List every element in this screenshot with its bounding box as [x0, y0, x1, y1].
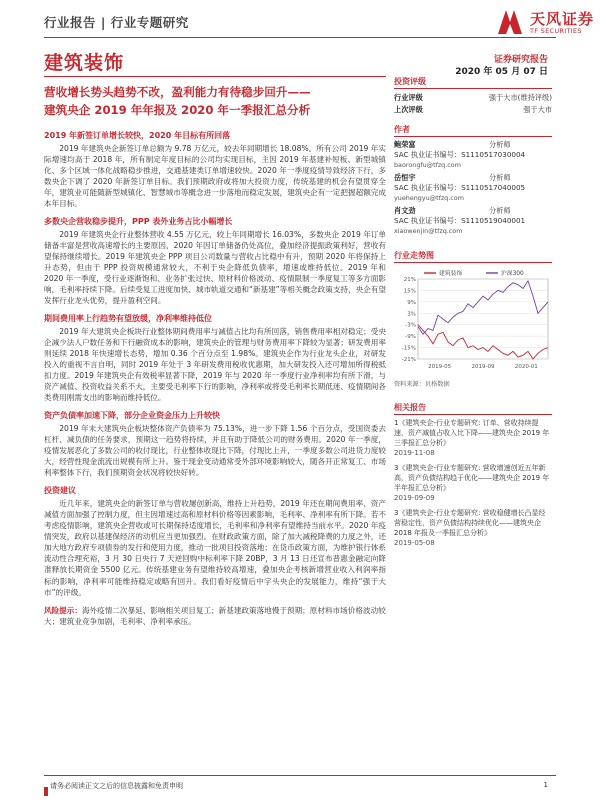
- report-date: 2020 年 05 月 07 日: [455, 67, 548, 77]
- analyst-name: 鲍荣富: [394, 140, 416, 149]
- plot-frame: [418, 279, 548, 359]
- legend-label: 沪深300: [501, 271, 524, 277]
- x-tick-label: 2019-05: [428, 364, 452, 370]
- prev-rating-row: [394, 104, 552, 116]
- analyst-role: 分析师: [489, 206, 511, 215]
- related-report-date: 2019-05-08: [394, 539, 435, 547]
- section-heading: 投资建议: [44, 486, 76, 496]
- analyst-name: 肖文劲: [394, 206, 416, 215]
- section-body: 近几年来，建筑央企的新签订单与营收屡创新高，维持上升趋势，2019 年还在期间费用率、资产减值方面加强了控制力度，但主因增速过高和原材料价格等因素影响，毛利率、净利率有所下降。若不考虑疫情影响，建筑央企营收或可长期保持适度增长，毛利率和净利率有望维持当前水平。2020 年疫情突发，政府以基建保经济的动机应当更加强烈。在财政政策方面，除了加大减税降费的力度之外，还加大地方政府专项债券的发行和使用力度，推动一批项目投资落地；在货币政策方面，为维护银行体系流动性合理充裕，3 月 30 日央行 7 天逆回购中标利率下降 20BP，3 月 13 日还宣布普惠金融定向降准释放长期资金 5500 亿元。传统基建业务有望维持较高增速，叠加央企考核新增营业收入利润率指标的影响，净利率可能维持稳定或略有回升。我们看好疫情后中字头央企的发展能力，维持“强于大市”的评级。: [44, 498, 386, 597]
- y-tick-label: 15%: [403, 288, 416, 295]
- y-tick-label: -21%: [401, 357, 416, 363]
- related-report-title: 1《建筑央企-行业专题研究: 订单、营收持续提速，资产减值占收入比下降——建筑央企 2019 年三季报汇总分析》: [394, 419, 550, 447]
- rating-row: [394, 92, 552, 104]
- rating-heading: 投资评级: [394, 76, 552, 89]
- analyst-email[interactable]: xiaowenjin@tfzq.com: [394, 227, 463, 235]
- authors-heading: 作者: [394, 124, 552, 137]
- analyst-sac: SAC 执业证书编号：S1110517030004: [394, 150, 526, 159]
- analyst-sac: SAC 执业证书编号：S1110517040005: [394, 183, 526, 192]
- analyst-name: 岳恒宇: [394, 173, 416, 182]
- section-heading: 期间费用率上行趋势有望放缓，净利率维持低位: [44, 314, 212, 324]
- related-report[interactable]: [394, 463, 552, 503]
- y-tick-label: -9%: [405, 334, 416, 341]
- legend-label: 建筑装饰: [439, 271, 463, 277]
- footer-disclaimer: 请务必阅读正文之后的信息披露和免责申明: [50, 782, 183, 790]
- section-body: 2019 年建筑央企新签订单总额为 9.78 万亿元，较去年同期增长 18.08%。所有公司 2019 年实际增速均高于 2018 年，所有制定年度目标的公司均实现目标，主因 2019 年基建补短板、新型城镇化、多个区域一体化战略稳步推进，交通基建类订单增速较快。2020 年一季度疫情导致经济下行，多数央企下调了 2020 年新签订单目标。我们预期政府或将加大投资力度，传统基建的机会有望贯穿全年，建筑业可能随新型城镇化、智慧城市等概念进一步落地而稳定发展，建筑央企有一定把握超额完成本年目标。: [44, 143, 386, 208]
- report-type: 证券研究报告: [493, 55, 548, 65]
- analyst-card: [394, 206, 552, 236]
- prev-rating-value: 强于大市: [523, 105, 552, 114]
- x-tick-label: 2020-01: [514, 364, 538, 370]
- y-tick-label: -3%: [405, 322, 416, 329]
- company-logo: [494, 6, 594, 40]
- analyst-role: 分析师: [489, 173, 511, 182]
- analyst-card: [394, 173, 552, 203]
- trend-heading: 行业走势图: [394, 250, 552, 263]
- y-tick-label: -15%: [401, 345, 416, 352]
- trend-chart: [394, 267, 552, 377]
- logo-mark-icon: [494, 6, 526, 38]
- rating-label: 行业评级: [394, 93, 423, 102]
- y-tick-label: 9%: [407, 299, 416, 306]
- section-heading: 资产负债率加速下降，部分企业资金压力上升较快: [44, 411, 220, 421]
- section-body: 2019 年建筑央企行业整体营收 4.55 万亿元，较上年同期增长 16.03%，多数央企 2019 年订单储备丰富是营收高速增长的主要原因，2020 年因订单储备仍处高位，叠加经济提振政策利好，营收有望保持继续增长。2019 年建筑央企 PPP 项目公司数量与营收占比稳中有升，预期 2020 年将保持上升态势，但由于 PPP 投资规模通常较大，不利于央企降低负债率，增速或维持低位。2019 年和 2020 年一季度，受行业逐渐饱和、业务扩张过快、原材料价格波动、疫情限制一季度复工等多方面影响，毛利率持续下降。后续受复工进度加快、城市轨道交通和“新基建”等相关概念政策支持，央企有望发挥行业龙头优势，提升盈利空间。: [44, 229, 386, 306]
- prev-rating-label: 上次评级: [394, 105, 423, 114]
- analyst-role: 分析师: [489, 140, 511, 149]
- section-body: 2019 年末大建筑央企板块整体资产负债率为 75.13%，进一步下降 1.56 个百分点，受国资委去杠杆、减负债的任务要求，预期这一趋势将持续，并且有助于降低公司的财务费用。2020 年一季度，疫情发展恶化了多数公司的收付现比，行业整体收现比下降，付现比上升，一季度多数公司进货力度较大，经营性现金流流出规模有所上升。鉴于现金变动通常受外部环境影响较大，随各开正常复工、市场利率整体下行，我们预期资金状况将较快好转。: [44, 423, 386, 478]
- related-report-date: 2019-09-09: [394, 494, 435, 502]
- report-title-line2: 建筑央企 2019 年年报及 2020 年一季报汇总分析: [44, 103, 311, 117]
- analyst-email[interactable]: baorongfu@tfzq.com: [394, 161, 461, 169]
- x-tick-label: 2019-09: [471, 364, 495, 370]
- title-rule: [44, 76, 386, 77]
- footer-rule: [44, 775, 556, 776]
- series-line-1: [418, 281, 548, 334]
- logo-en: TF SECURITIES: [530, 27, 582, 35]
- rating-value: 强于大市(维持评级): [488, 93, 552, 102]
- section-heading: 2019 年新签订单增长较快，2020 年目标有所回落: [44, 131, 231, 140]
- y-tick-label: 21%: [403, 277, 416, 283]
- analyst-email[interactable]: yuehengyu@tfzq.com: [394, 194, 464, 202]
- related-report-date: 2019-11-08: [394, 449, 435, 457]
- related-report-title: 3《建筑央企-行业专题研究: 营收增速创近五年新高，资产负债结构趋于优化——建筑央企 2019 年半年报汇总分析》: [394, 464, 550, 492]
- risk-label: 风险提示：: [44, 605, 82, 615]
- series-line-0: [418, 325, 548, 359]
- section-heading: 多数央企营收稳步提升，PPP 表外业务占比小幅增长: [44, 217, 233, 227]
- related-report[interactable]: [394, 508, 552, 548]
- analyst-sac: SAC 执业证书编号：S1110519040001: [394, 216, 526, 225]
- risk-warning: [44, 605, 386, 627]
- risk-text: 海外疫情二次暴延、影响相关项目复工；新基建政策落地慢于预期；原材料市场价格波动较大；建筑业竞争加剧，毛利率、净利率承压。: [44, 605, 386, 626]
- related-report[interactable]: [394, 418, 552, 458]
- analyst-card: [394, 140, 552, 170]
- y-tick-label: 3%: [407, 311, 416, 318]
- related-heading: 相关报告: [394, 402, 552, 415]
- related-report-title: 3《建筑央企-行业专题研究: 营收稳健增长凸显经营稳定性，资产负债结构持续优化——建筑央企 2018 年报及一季报汇总分析》: [394, 509, 546, 537]
- section-body: 2019 年大建筑央企板块行业整体期间费用率与减值占比均有所回落，销售费用率相对稳定；受央企减少法人户数任务和下行融资成本的影响，建筑央企的管理与财务费用率下降较为显著；研发费用率则延续 2018 年快速增长态势，增加 0.36 个百分点至 1.98%。建筑央企作为行业龙头企业，对研发投入的重视不言自明，同时 2019 年处于 3 年研发费用税收优惠期，加大研发投入还可增加所得税抵扣力度。2019 年建筑央企有效税率显著下降，2019 年与 2020 年一季度行业净利率均有所下滑，与资产减值、投资收益关系不大，主要受毛利率下行的影响，净利率或将受毛利率长期低迷、疫情期间各类费用刚需支出的影响而维持低位。: [44, 326, 386, 403]
- chart-source: 资料来源：贝格数据: [394, 381, 450, 388]
- sidebar: [394, 76, 552, 553]
- logo-name: 天风证券: [530, 10, 595, 28]
- industry-name: 建筑装饰: [44, 52, 125, 74]
- footer-logo-icon: [44, 781, 48, 800]
- trend-chart-svg: [394, 267, 552, 375]
- page-number: 1: [543, 781, 548, 789]
- report-title-line1: 营收增长势头趋势不改，盈利能力有待稳步回升——: [44, 85, 311, 99]
- main-content: [44, 130, 386, 627]
- report-category: 行业报告 | 行业专题研究: [44, 15, 189, 30]
- header-rule: [44, 37, 556, 38]
